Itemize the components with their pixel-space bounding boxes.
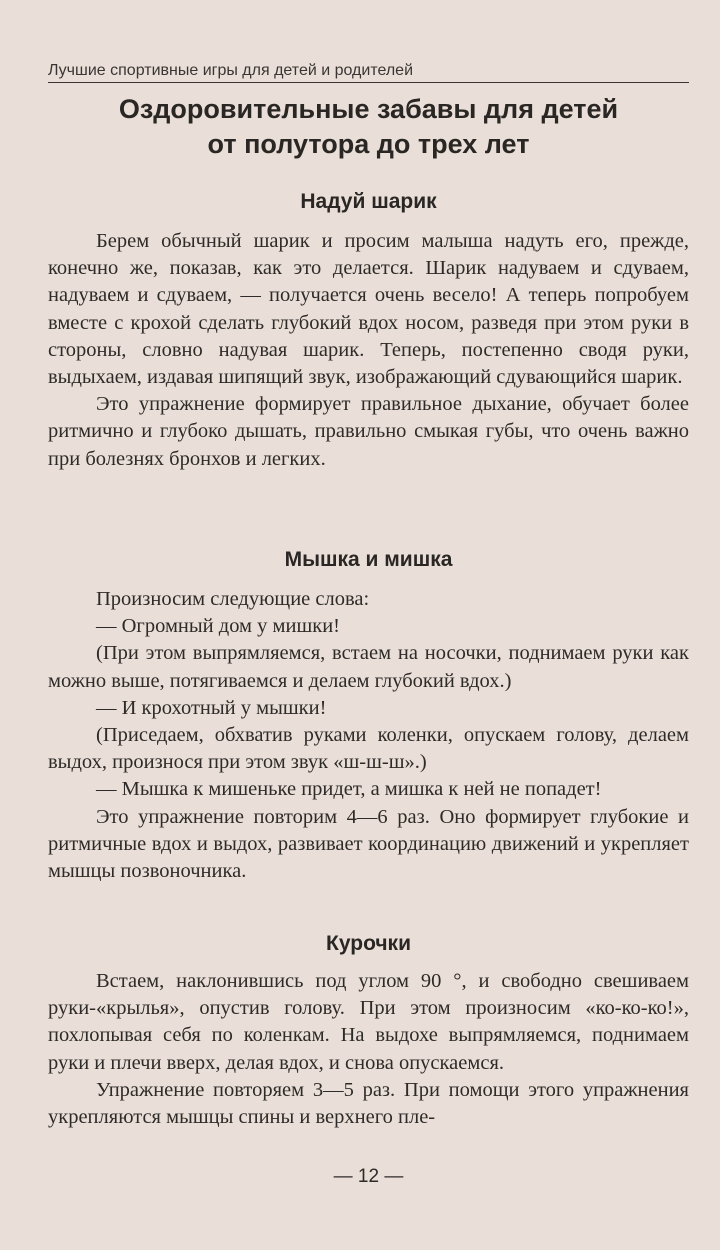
- paragraph: — Огромный дом у мишки!: [96, 615, 341, 638]
- paragraph: Это упражнение повторим 4—6 раз. Оно формирует глубокие и ритмичные вдох и выдох, развивает координацию движений и укрепляет мышцы позвоночника.: [48, 805, 689, 883]
- paragraph: Берем обычный шарик и просим малыша надуть его, прежде, конечно же, показав, как это делается. Шарик надуваем и сдуваем, надуваем и сдуваем, — получается очень весело! А теперь попробуем вместе с крохой сделать глубокий вдох носом, разведя при этом руки в стороны, словно надувая шарик. Теперь, постепенно сводя руки, выдыхаем, издавая шипящий звук, изображающий сдувающийся шарик.: [48, 230, 689, 389]
- section-body-myshka-i-mishka: [48, 586, 689, 885]
- section-title-myshka-i-mishka: Мышка и мишка: [284, 548, 453, 571]
- paragraph: — Мышка к мишеньке придет, а мишка к ней не попадет!: [96, 778, 602, 801]
- chapter-title: [48, 92, 689, 162]
- page-number: — 12 —: [333, 1166, 404, 1187]
- section-title-kurochki: Курочки: [326, 932, 411, 955]
- chapter-title-line-2: от полутора до трех лет: [207, 129, 530, 159]
- chapter-title-line-1: Оздоровительные забавы для детей: [118, 94, 619, 124]
- paragraph: Встаем, наклонившись под углом 90 °, и свободно свешиваем руки-«крылья», опустив голову. При этом произносим «ко-ко-ко!», похлопывая себя по коленкам. На выдохе выпрямляемся, поднимаем руки и плечи вверх, делая вдох, и снова опускаемся.: [48, 970, 689, 1074]
- paragraph: Произносим следующие слова:: [96, 588, 370, 610]
- paragraph: Это упражнение формирует правильное дыхание, обучает более ритмично и глубоко дышать, правильно смыкая губы, что очень важно при болезнях бронхов и легких.: [48, 393, 689, 470]
- paragraph: (Приседаем, обхватив руками коленки, опускаем голову, делаем выдох, произнося при этом звук «ш-ш-ш».): [48, 724, 689, 774]
- running-header: Лучшие спортивные игры для детей и родителей: [48, 62, 689, 83]
- section-body-kurochki: [48, 968, 689, 1131]
- paragraph: (При этом выпрямляемся, встаем на носочки, поднимаем руки как можно выше, потягиваемся и делаем глубокий вдох.): [48, 642, 689, 692]
- paragraph: — И крохотный у мышки!: [96, 696, 327, 719]
- section-title-naduy-sharik: Надуй шарик: [300, 190, 437, 213]
- section-body-naduy-sharik: [48, 228, 689, 473]
- paragraph: Упражнение повторяем 3—5 раз. При помощи этого упражнения укрепляются мышцы спины и верхнего пле-: [48, 1078, 689, 1129]
